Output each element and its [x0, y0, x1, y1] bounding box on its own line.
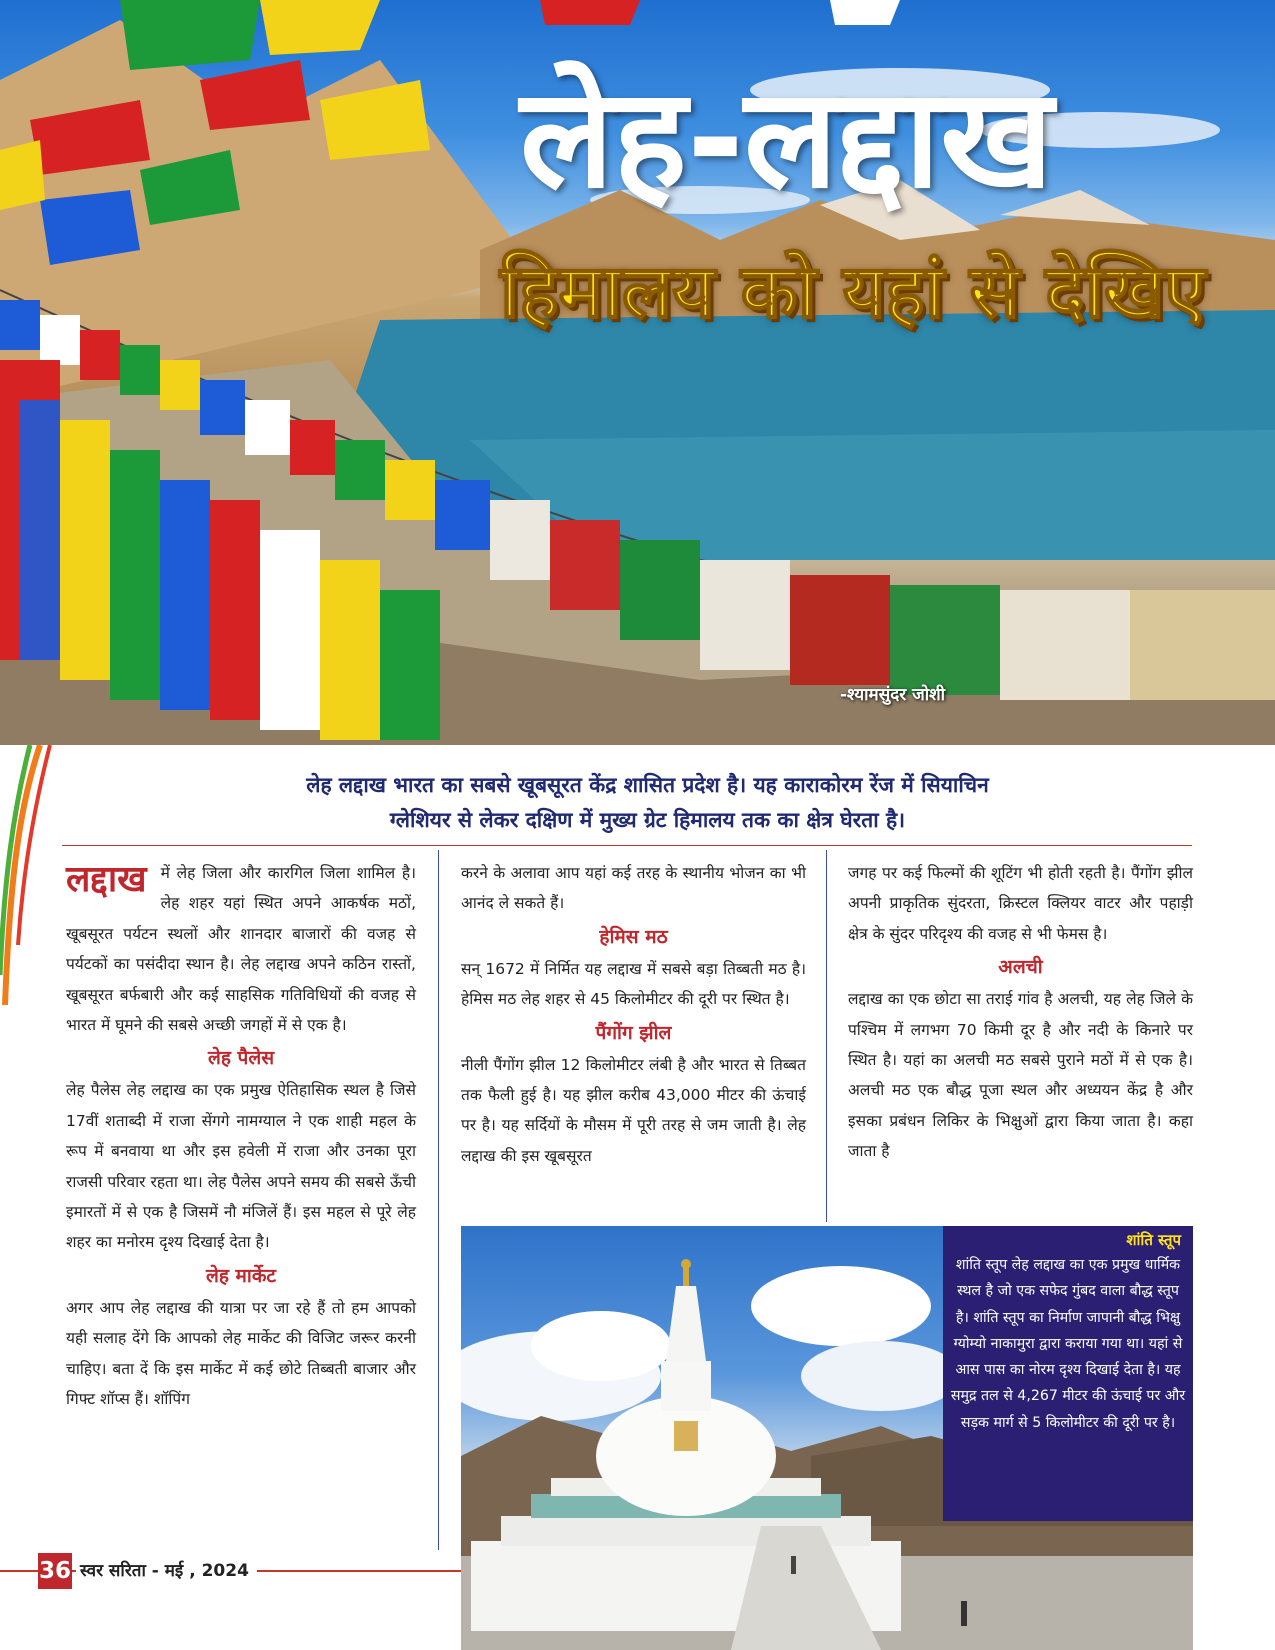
infobox-text: शांति स्तूप लेह लद्दाख का एक प्रमुख धार्मिक स्थल है जो एक सफेद गुंबद वाला बौद्ध स्तूप है। शांति स्तूप का निर्माण जापानी बौद्ध भिक्षु ग्योम्यो नाकामुरा द्वारा कराया गया था। यहां से आस पास का नोरम दृश्य दिखाई देता है। यह समुद्र तल से 4,267 मीटर की ऊंचाई पर और सड़क मार्ग से 5 किलोमीटर की दूरी पर है। [950, 1257, 1186, 1431]
alchi-paragraph: लद्दाख का एक छोटा सा तराई गांव है अलची, यह लेह जिले के पश्चिम में लगभग 70 किमी दूर है और नदी के किनारे पर स्थित है। यहां का अलची मठ सबसे पुराने मठों में से एक है। अलची मठ एक बौद्ध पूजा स्थल और अध्ययन केंद्र है और इसका प्रबंधन लिकिर के भिक्षुओं द्वारा किया जाता है। कहा जाता है [848, 990, 1193, 1161]
decorative-stripes [0, 745, 60, 1005]
shanti-stupa-infobox [943, 1226, 1193, 1521]
column-3 [848, 858, 1193, 1167]
dropcap-word: लद्दाख [66, 859, 147, 900]
section-heading-alchi: अलची [998, 956, 1043, 979]
section-heading-pangong: पैंगोंग झील [595, 1021, 672, 1044]
intro-line-2: ग्लेशियर से लेकर दक्षिण में मुख्य ग्रेट हिमालय तक का क्षेत्र घेरता है। [389, 808, 906, 832]
leh-palace-paragraph: लेह पैलेस लेह लद्दाख का एक प्रमुख ऐतिहासिक स्थल है जिसे 17वीं शताब्दी में राजा सेंगगे नामग्याल ने एक शाही महल के रूप में बनवाया था और इस हवेली में राजा और उनका पूरा राजसी परिवार रहता था। लेह पैलेस अपने समय की सबसे ऊँची इमारतों में से एक है जिसमें नौ मंजिलें हैं। इस महल से पूरे लेह शहर का मनोरम दृश्य दिखाई देता है। [66, 1081, 416, 1252]
section-heading-hemis: हेमिस मठ [599, 925, 668, 948]
page-number: 36 [38, 1553, 72, 1589]
hemis-paragraph: सन् 1672 में निर्मित यह लद्दाख में सबसे बड़ा तिब्बती मठ है। हेमिस मठ लेह शहर से 45 किलोमीटर की दूरी पर स्थित है। [461, 959, 806, 1009]
infobox-title: शांति स्तूप [1126, 1231, 1181, 1249]
column-divider [826, 850, 827, 1222]
opening-paragraph: में लेह जिला और कारगिल जिला शामिल है। लेह शहर यहां स्थित अपने आकर्षक मठों, खूबसूरत पर्यटन स्थलों और शानदार बाजारों की वजह से पर्यटकों का पसंदीदा स्थान है। लेह लद्दाख अपने कठिन रास्तों, खूबसूरत बर्फबारी और कई साहसिक गतिविधियों की वजह से भारत में घूमने की सबसे अच्छी जगहों में से एक है। [66, 864, 416, 1035]
hero-photo [0, 0, 1275, 745]
intro-paragraph [130, 768, 1165, 838]
section-heading-leh-palace: लेह पैलेस [207, 1047, 275, 1070]
column-divider [438, 850, 439, 1550]
horizontal-divider [62, 845, 1192, 846]
column-1 [66, 858, 416, 1415]
magazine-issue: स्वर सरिता - मई , 2024 [76, 1556, 257, 1586]
article-subtitle: हिमालय को यहां से देखिए [500, 249, 1206, 335]
column-2 [461, 858, 806, 1171]
article-title: लेह-लद्दाख [520, 58, 1054, 219]
author-byline: -श्यामसुंदर जोशी [840, 685, 946, 705]
section-heading-leh-market: लेह मार्केट [205, 1264, 277, 1287]
pangong-paragraph: नीली पैंगोंग झील 12 किलोमीटर लंबी है और भारत से तिब्बत तक फैली हुई है। यह झील करीब 43,000 मीटर की ऊंचाई पर है। यह सर्दियों के मौसम में पूरी तरह से जम जाती है। लेह लद्दाख की इस खूबसूरत [461, 1055, 806, 1165]
continued-paragraph: करने के अलावा आप यहां कई तरह के स्थानीय भोजन का भी आनंद ले सकते हैं। [461, 864, 806, 913]
continued-paragraph: जगह पर कई फिल्मों की शूटिंग भी होती रहती है। पैंगोंग झील अपनी प्राकृतिक सुंदरता, क्रिस्टल क्लियर वाटर और पहाड़ी क्षेत्र के सुंदर परिदृश्य की वजह से भी फेमस है। [848, 864, 1193, 943]
leh-market-paragraph: अगर आप लेह लद्दाख की यात्रा पर जा रहे हैं तो हम आपको यही सलाह देंगे कि आपको लेह मार्केट की विजिट जरूर करनी चाहिए। बता दें कि इस मार्केट में कई छोटे तिब्बती बाजार और गिफ्ट शॉप्स हैं। शॉपिंग [66, 1298, 416, 1409]
intro-line-1: लेह लद्दाख भारत का सबसे खूबसूरत केंद्र शासित प्रदेश है। यह काराकोरम रेंज में सियाचिन [306, 773, 989, 797]
